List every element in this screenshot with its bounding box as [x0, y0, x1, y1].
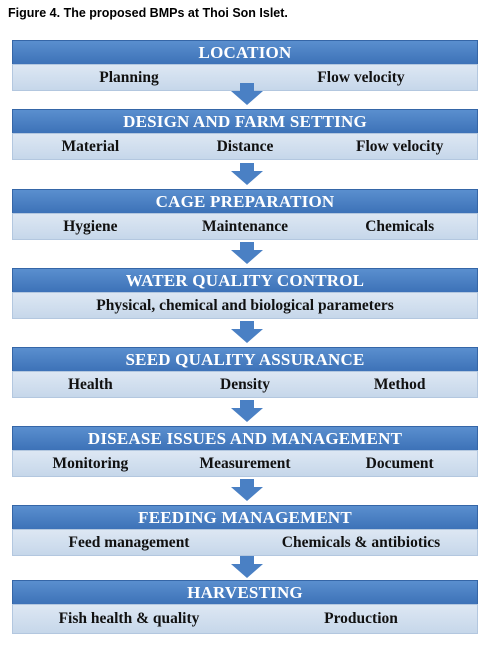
stage-item: Hygiene — [63, 217, 118, 235]
stage-design-and-farm-setting — [12, 109, 478, 160]
stage-item: Distance — [216, 137, 274, 155]
stage-cage-preparation — [12, 189, 478, 240]
down-arrow-icon — [229, 163, 265, 185]
down-arrow-icon — [229, 242, 265, 264]
stage-harvesting — [12, 580, 478, 634]
stage-disease-issues-and-management — [12, 426, 478, 477]
stage-item: Chemicals — [365, 217, 435, 235]
figure-title: Figure 4. The proposed BMPs at Thoi Son Islet. — [8, 6, 288, 20]
stage-item: Planning — [99, 68, 159, 86]
stage-title: FEEDING MANAGEMENT — [12, 505, 478, 529]
down-arrow-icon — [229, 479, 265, 501]
stage-title: DESIGN AND FARM SETTING — [12, 109, 478, 133]
stage-title: HARVESTING — [12, 580, 478, 604]
stage-items — [12, 292, 478, 319]
stage-item: Production — [324, 610, 398, 627]
stage-item: Density — [220, 375, 270, 393]
stage-item: Fish health & quality — [58, 610, 200, 627]
stage-item: Chemicals & antibiotics — [281, 533, 441, 551]
stage-item: Flow velocity — [355, 137, 444, 155]
stage-title: WATER QUALITY CONTROL — [12, 268, 478, 292]
stage-title: DISEASE ISSUES AND MANAGEMENT — [12, 426, 478, 450]
stage-title: LOCATION — [12, 40, 478, 64]
stage-items — [12, 133, 478, 160]
stage-item: Flow velocity — [317, 68, 405, 86]
down-arrow-icon — [229, 400, 265, 422]
stage-title: SEED QUALITY ASSURANCE — [12, 347, 478, 371]
stage-feeding-management — [12, 505, 478, 556]
stage-item: Maintenance — [201, 217, 289, 235]
down-arrow-icon — [229, 321, 265, 343]
stage-water-quality-control — [12, 268, 478, 319]
stage-item: Measurement — [199, 454, 291, 472]
down-arrow-icon — [229, 83, 265, 105]
stage-item: Method — [373, 375, 426, 393]
stage-items — [12, 213, 478, 240]
stage-item: Physical, chemical and biological parameters — [96, 296, 394, 314]
stage-items — [12, 371, 478, 398]
stage-items — [12, 604, 478, 634]
stage-item: Monitoring — [52, 454, 129, 472]
stage-item: Health — [67, 375, 113, 393]
stage-item: Feed management — [68, 533, 190, 551]
stage-title: CAGE PREPARATION — [12, 189, 478, 213]
stage-seed-quality-assurance — [12, 347, 478, 398]
stage-item: Material — [61, 137, 120, 155]
stage-items — [12, 529, 478, 556]
stage-item: Document — [365, 454, 434, 472]
down-arrow-icon — [229, 556, 265, 578]
stage-items — [12, 450, 478, 477]
